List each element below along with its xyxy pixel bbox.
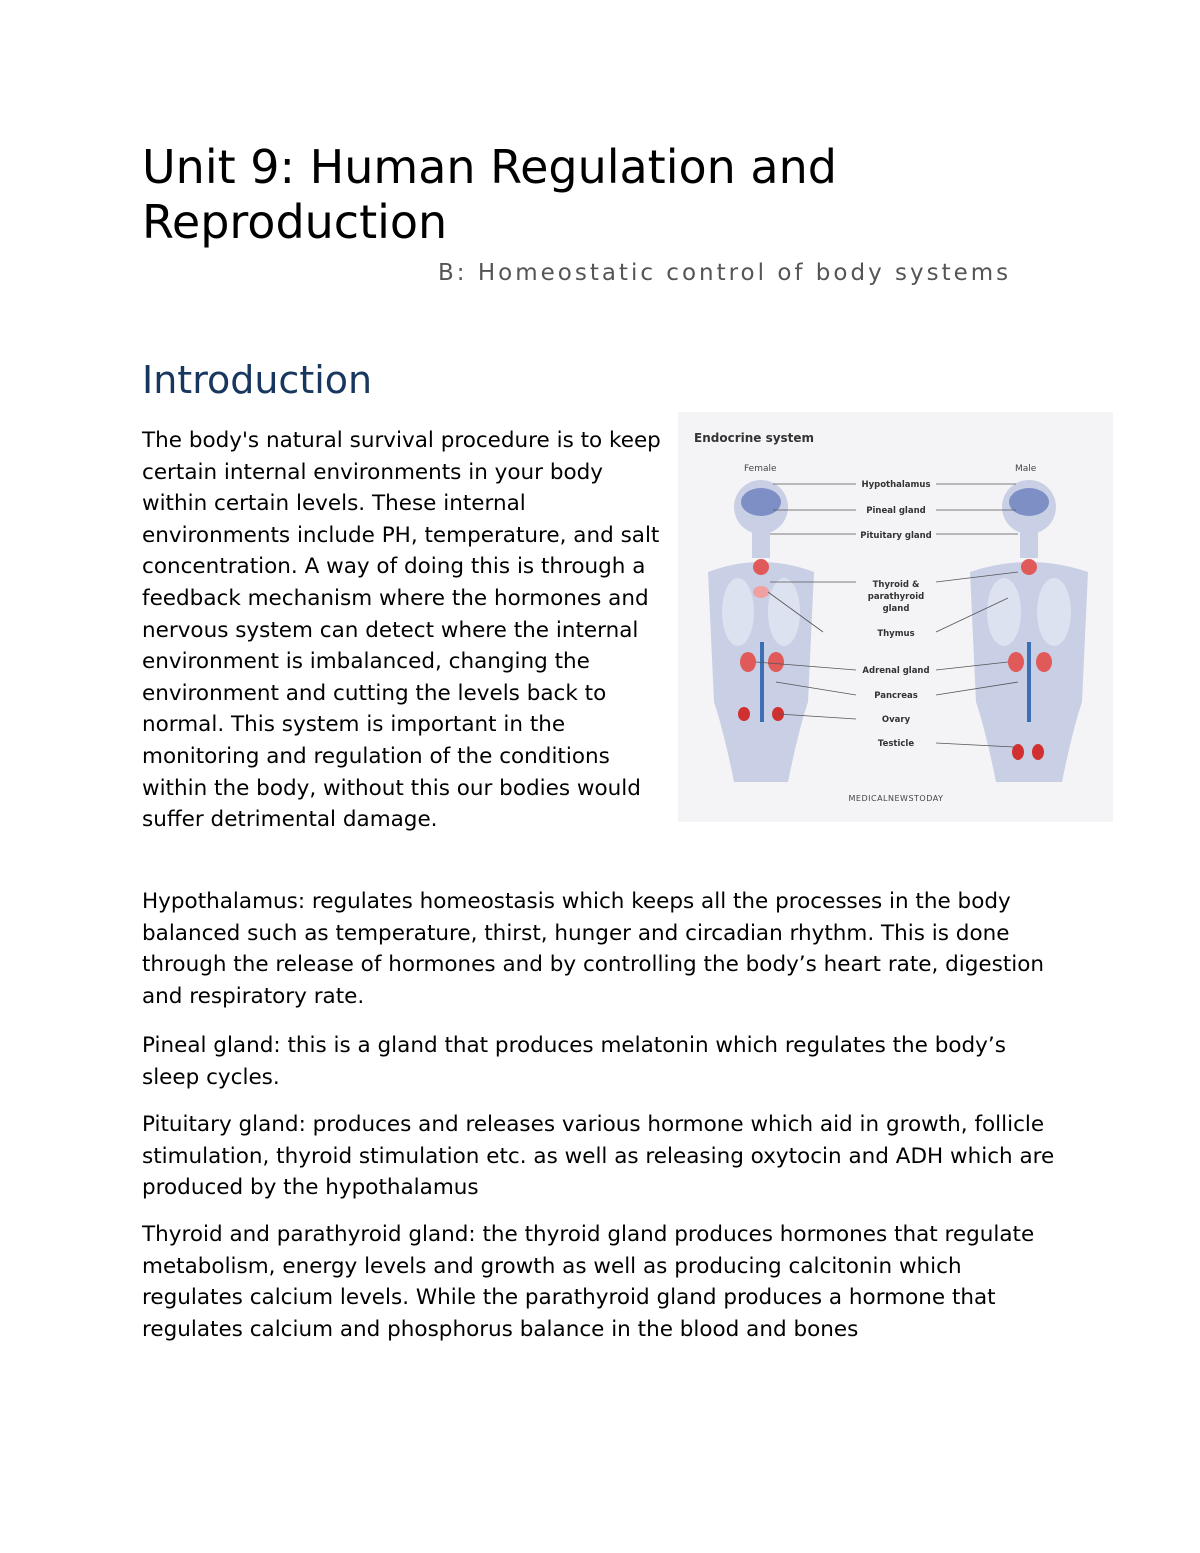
label-gland: gland [882, 604, 910, 614]
document-title: Unit 9: Human Regulation and Reproduction [142, 140, 837, 249]
label-testicle: Testicle [877, 739, 915, 749]
label-ovary: Ovary [881, 715, 911, 725]
label-pancreas: Pancreas [874, 691, 918, 701]
label-adrenal-gland: Adrenal gland [862, 666, 930, 676]
label-hypothalamus: Hypothalamus [861, 480, 931, 490]
figure-female-label: Female [744, 464, 777, 474]
paragraph-thyroid-parathyroid: Thyroid and parathyroid gland: the thyroid gland produces hormones that regulate metabolism, energy levels and growth as well as producing calcitonin which regulates calcium levels. While the parathyroid gland produces a hormone that regulates calcium and phosphorus balance in the blood and bones [142, 1222, 1035, 1342]
figure-title: Endocrine system [694, 431, 815, 445]
document-subtitle: B: Homeostatic control of body systems [438, 260, 1012, 286]
endocrine-system-figure [678, 412, 1113, 822]
label-pituitary-gland: Pituitary gland [860, 531, 932, 541]
female-body-illustration [708, 480, 814, 782]
male-body-illustration [970, 480, 1088, 782]
label-pineal-gland: Pineal gland [866, 506, 926, 516]
section-heading-introduction: Introduction [142, 358, 373, 402]
figure-credit: MEDICALNEWSTODAY [848, 794, 944, 803]
intro-paragraph: The body's natural survival procedure is to keep certain internal environments in your body within certain levels. These internal environments include PH, temperature, and salt concentration. A way of doing this is through a feedback mechanism where the hormones and nervous system can detect where the internal environment is imbalanced, changing the environment and cutting the levels back to normal. This system is important in the monitoring and regulation of the conditions within the body, without this our bodies would suffer detrimental damage. [142, 428, 661, 833]
paragraph-pituitary-gland: Pituitary gland: produces and releases various hormone which aid in growth, follicle stimulation, thyroid stimulation etc. as well as releasing oxytocin and ADH which are produced by the hypothalamus [142, 1112, 1055, 1201]
endocrine-diagram [678, 412, 1113, 822]
label-parathyroid: parathyroid [867, 592, 925, 602]
label-thyroid: Thyroid & [872, 580, 920, 590]
paragraph-pineal-gland: Pineal gland: this is a gland that produces melatonin which regulates the body’s sleep cycles. [142, 1033, 1006, 1090]
paragraph-hypothalamus: Hypothalamus: regulates homeostasis which keeps all the processes in the body balanced such as temperature, thirst, hunger and circadian rhythm. This is done through the release of hormones and by controlling the body’s heart rate, digestion and respiratory rate. [142, 889, 1045, 1009]
figure-male-label: Male [1015, 464, 1037, 474]
label-thymus: Thymus [877, 629, 915, 639]
